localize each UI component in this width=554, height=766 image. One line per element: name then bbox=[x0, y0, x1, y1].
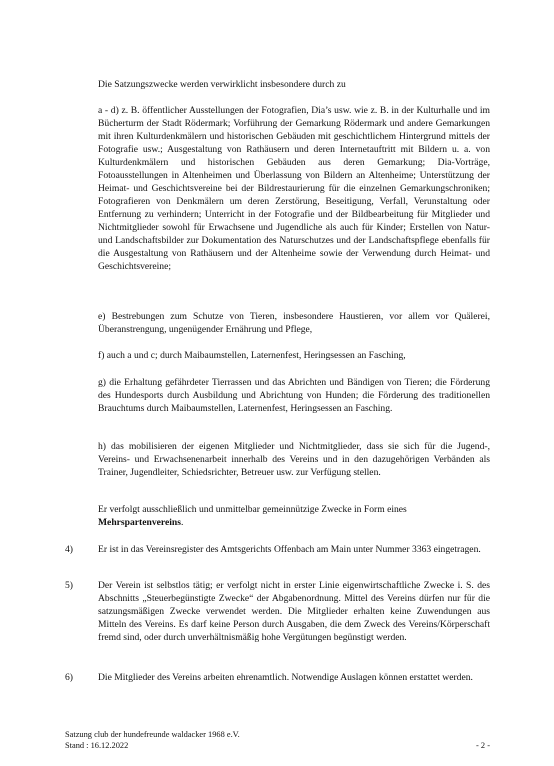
item-6-text: Die Mitglieder des Vereins arbeiten ehrenamtlich. Notwendige Auslagen können erstattet werden. bbox=[98, 672, 473, 683]
purpose-paragraph-h: h) das mobilisieren der eigenen Mitglieder und Nichtmitglieder, dass sie sich für die Jugend-, Vereins- und Erwachsenenarbeit innerhalb des Vereins und in den dazugehörigen Verbänden als Trainer, Jugendleiter, Schiedsrichter, Betreuer usw. zur Verfügung stellen. bbox=[98, 441, 490, 478]
nonprofit-statement-end: . bbox=[180, 517, 184, 528]
nonprofit-statement bbox=[98, 503, 490, 529]
intro-text: Die Satzungszwecke werden verwirklicht insbesondere durch zu bbox=[98, 79, 346, 90]
item-5-number: 5) bbox=[65, 580, 73, 591]
purpose-paragraph-g: g) die Erhaltung gefährdeter Tierrassen und das Abrichten und Bändigen von Tieren; die Förderung des Hundesports durch Ausbildung und Abrichtung von Hunden; die Förderung des traditionellen Brauchtums durch Maibaumstellen, Laternenfest, Heringsessen an Fasching. bbox=[98, 377, 490, 414]
nonprofit-statement-text: Er verfolgt ausschließlich und unmittelbar gemeinnützige Zwecke in Form eines bbox=[98, 504, 407, 515]
footer-title: Satzung club der hundefreunde waldacker 1968 e.V. bbox=[65, 730, 240, 739]
purpose-paragraph-a-d: a - d) z. B. öffentlicher Ausstellungen der Fotografien, Dia’s usw. wie z. B. in der Kulturhalle und im Bücherturm der Stadt Rödermark; Vorführung der Gemarkung Rödermark und andere Gemarkungen mit ihren Kulturdenkmälern und historischen Gebäuden mit geschichtlichem Hintergrund mittels der Fotografie usw.; Ausgestaltung von Rathäusern und deren Internetauftritt mit Bildern u. a. von Kulturdenkmälern und historischen Gebäuden aus deren Gemarkung; Dia-Vorträge, Fotoausstellungen in Altenheimen und Überlassung von Bildern an Altenheime; Unterstützung der Heimat- und Geschichtsvereine bei der Bildrestaurierung für die einzelnen Gemarkungschroniken; Fotografieren von Denkmälern um deren Zerstörung, Beseitigung, Verfall, Verunstaltung oder Entfernung zu verhindern; Unterricht in der Fotografie und der Bildbearbeitung für Mitglieder und Nichtmitglieder sowohl für Erwachsene und Jugendliche als auch für Kinder; Erstellen von Natur- und Landschaftsbilder zur Dokumentation des Naturschutzes und der Landschaftspflege ebenfalls für die Ausgestaltung von Rathäusern und der Altenheime sowie der Verwendung durch Heimat- und Geschichtsvereine; bbox=[98, 105, 490, 272]
purpose-paragraph-e: e) Bestrebungen zum Schutze von Tieren, insbesondere Haustieren, vor allem vor Quälerei, Überanstrengung, ungenügender Ernährung und Pflege, bbox=[98, 311, 490, 335]
item-4-text: Er ist in das Vereinsregister des Amtsgerichts Offenbach am Main unter Nummer 3363 eingetragen. bbox=[98, 544, 481, 555]
item-6-number: 6) bbox=[65, 672, 73, 683]
purpose-paragraph-f: f) auch a und c; durch Maibaumstellen, Laternenfest, Heringsessen an Fasching, bbox=[98, 350, 406, 361]
item-4-number: 4) bbox=[65, 544, 73, 555]
footer-date: Stand : 16.12.2022 bbox=[65, 741, 129, 750]
club-type-bold: Mehrspartenvereins bbox=[98, 517, 181, 528]
item-5-text: Der Verein ist selbstlos tätig; er verfolgt nicht in erster Linie eigenwirtschaftliche Zwecke i. S. des Abschnitts „Steuerbegünstigte Zwecke“ der Abgabenordnung. Mittel des Vereins dürfen nur für die satzungsmäßigen Zwecke verwendet werden. Die Mitglieder erhalten keine Zuwendungen aus Mitteln des Vereins. Es darf keine Person durch Ausgaben, die dem Zweck des Vereins/Körperschaft fremd sind, oder durch unverhältnismäßig hohe Vergütungen begünstigt werden. bbox=[98, 580, 490, 643]
page-number: - 2 - bbox=[476, 741, 490, 750]
